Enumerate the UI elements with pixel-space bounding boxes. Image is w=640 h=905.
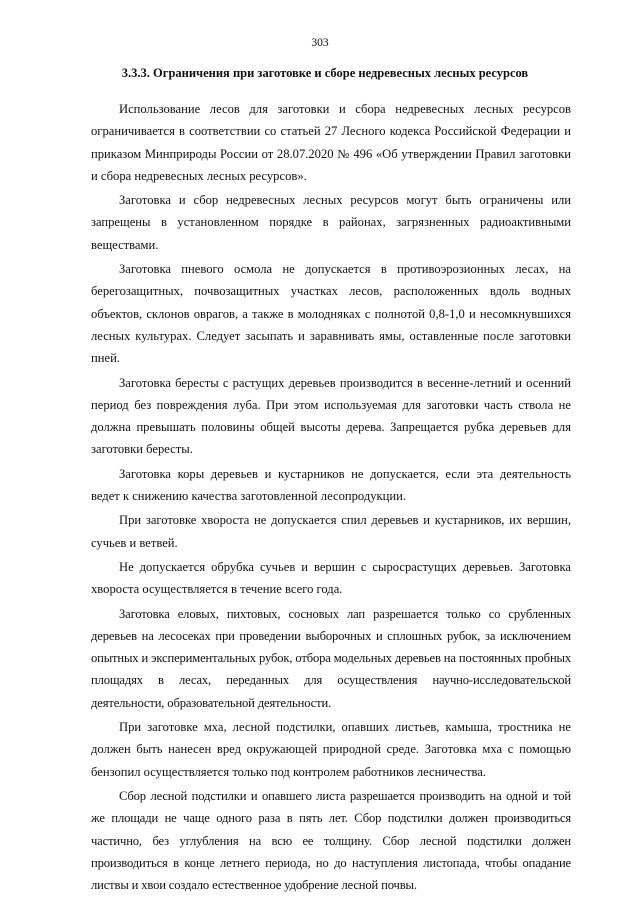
paragraph-7: Не допускается обрубка сучьев и вершин с сыросрастущих деревьев. Заготовка хвороста осуществляется в течение всего года. xyxy=(91,559,571,597)
paragraph-8: Заготовка еловых, пихтовых, сосновых лап разрешается только со срубленных деревьев на лесосеках при проведении выборочных и сплошных рубок, за исключением опытных и экспериментальных рубок, отбора модельных деревьев на постоянных пробных площадях в лесах, переданных для осуществления научно-исследовательской деятельности, образовательной деятельности. xyxy=(91,606,571,710)
section-heading: 3.3.3. Ограничения при заготовке и сборе недревесных лесных ресурсов xyxy=(121,66,529,80)
paragraph-2: Заготовка и сбор недревесных лесных ресурсов могут быть ограничены или запрещены в установленном порядке в районах, загрязненных радиоактивными веществами. xyxy=(91,193,571,252)
paragraph-10: Сбор лесной подстилки и опавшего листа разрешается производить на одной и той же площади не чаще одного раза в пять лет. Сбор подстилки должен производиться частично, без углубления на всю ее толщину. Сбор лесной подстилки должен производиться в конце летнего периода, но до наступления листопада, чтобы опадание листвы и хвои создало естественное удобрение лесной почвы. xyxy=(91,788,571,893)
paragraph-4: Заготовка бересты с растущих деревьев производится в весенне-летний и осенний период без повреждения луба. При этом используемая для заготовки часть ствола не должна превышать половины общей высоты дерева. Запрещается рубка деревьев для заготовки бересты. xyxy=(91,375,571,457)
paragraph-6: При заготовке хвороста не допускается спил деревьев и кустарников, их вершин, сучьев и ветвей. xyxy=(91,513,571,550)
page-number: 303 xyxy=(311,37,329,49)
paragraph-5: Заготовка коры деревьев и кустарников не допускается, если эта деятельность ведет к снижению качества заготовленной лесопродукции. xyxy=(91,466,571,504)
paragraph-1: Использование лесов для заготовки и сбора недревесных лесных ресурсов ограничивается в соответствии со статьей 27 Лесного кодекса Российской Федерации и приказом Минприроды России от 28.07.2020 № 496 «Об утверждении Правил заготовки и сбора недревесных лесных ресурсов». xyxy=(91,102,571,183)
paragraph-3: Заготовка пневого осмола не допускается в противоэрозионных лесах, на берегозащитных, почвозащитных участках лесов, расположенных вдоль водных объектов, склонов оврагов, а также в молодняках с полнотой 0,8-1,0 и несомкнувшихся лесных культурах. Следует засыпать и заравнивать ямы, оставленные после заготовки пней. xyxy=(91,262,571,366)
document-body xyxy=(91,98,571,898)
paragraph-9: При заготовке мха, лесной подстилки, опавших листьев, камыша, тростника не должен быть нанесен вред окружающей природной среде. Заготовка мха с помощью бензопил осуществляется только под контролем работников лесничества. xyxy=(91,720,571,779)
